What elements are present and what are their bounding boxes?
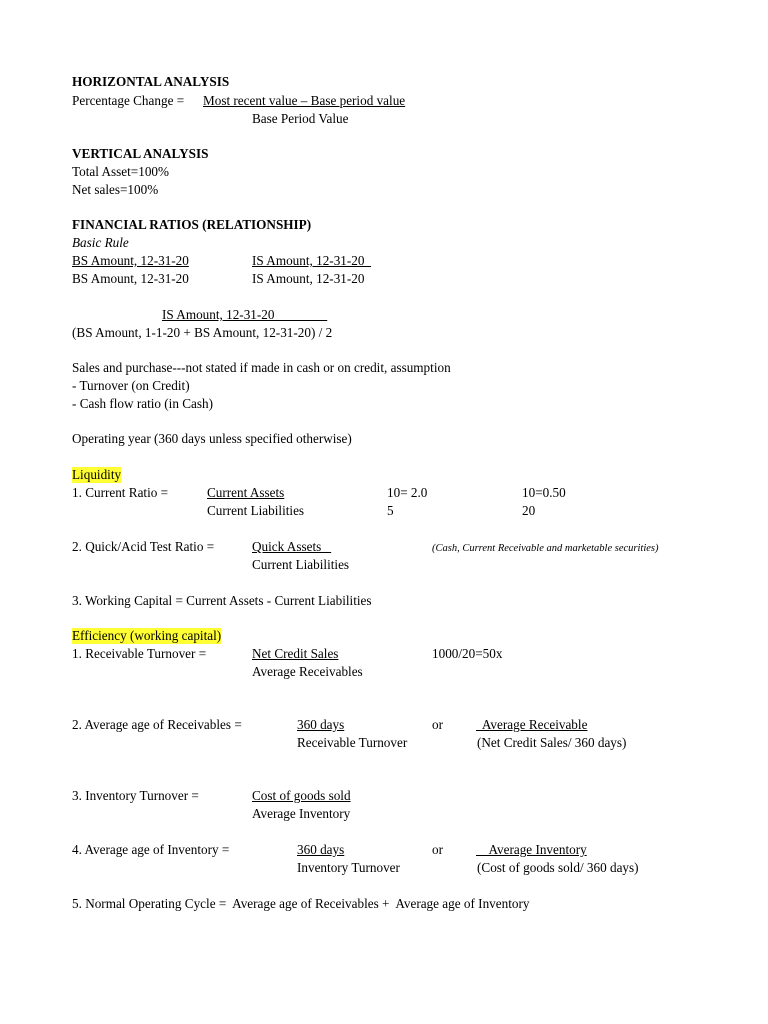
basic-rule-is-numerator: IS Amount, 12-31-20	[252, 253, 372, 268]
sales-purchase-note: Sales and purchase---not stated if made in cash or on credit, assumption	[72, 360, 451, 375]
basic-rule-label: Basic Rule	[72, 235, 129, 250]
current-ratio-denominator: Current Liabilities	[207, 503, 305, 518]
receivable-turnover-denominator: Average Receivables	[252, 664, 363, 679]
net-sales-line: Net sales=100%	[72, 182, 159, 197]
receivable-turnover-label: 1. Receivable Turnover =	[72, 646, 207, 661]
average-formula-numerator: IS Amount, 12-31-20	[162, 307, 328, 322]
average-age-receivables-numerator: 360 days	[297, 717, 345, 732]
average-age-receivables-alt-numerator: Average Receivable	[476, 717, 588, 732]
efficiency-heading: Efficiency (working capital)	[72, 628, 222, 643]
average-formula-denominator: (BS Amount, 1-1-20 + BS Amount, 12-31-20) / 2	[72, 325, 333, 340]
quick-ratio-numerator: Quick Assets	[252, 539, 332, 554]
horizontal-analysis-heading: HORIZONTAL ANALYSIS	[72, 74, 230, 89]
liquidity-heading: Liquidity	[72, 467, 122, 482]
average-age-inventory-alt-denominator: (Cost of goods sold/ 360 days)	[477, 860, 639, 875]
current-ratio-example-1-bottom: 5	[387, 503, 394, 518]
average-age-receivables-denominator: Receivable Turnover	[297, 735, 408, 750]
current-ratio-numerator: Current Assets	[207, 485, 285, 500]
current-ratio-example-1-top: 10= 2.0	[387, 485, 428, 500]
current-ratio-example-2-bottom: 20	[522, 503, 536, 518]
vertical-analysis-heading: VERTICAL ANALYSIS	[72, 146, 209, 161]
average-age-inventory-denominator: Inventory Turnover	[297, 860, 400, 875]
working-capital-line: 3. Working Capital = Current Assets - Current Liabilities	[72, 593, 372, 608]
quick-assets-note: (Cash, Current Receivable and marketable securities)	[432, 543, 659, 554]
cash-flow-note: - Cash flow ratio (in Cash)	[72, 396, 214, 411]
average-age-receivables-alt-denominator: (Net Credit Sales/ 360 days)	[477, 735, 627, 750]
percentage-change-label: Percentage Change =	[72, 93, 188, 108]
quick-ratio-label: 2. Quick/Acid Test Ratio =	[72, 539, 215, 554]
inventory-turnover-numerator: Cost of goods sold	[252, 788, 351, 803]
average-age-inventory-or: or	[432, 842, 443, 857]
receivable-turnover-numerator: Net Credit Sales	[252, 646, 339, 661]
current-ratio-label: 1. Current Ratio =	[72, 485, 169, 500]
operating-year-note: Operating year (360 days unless specified otherwise)	[72, 431, 352, 446]
receivable-turnover-example: 1000/20=50x	[432, 646, 503, 661]
basic-rule-bs-numerator: BS Amount, 12-31-20	[72, 253, 189, 268]
average-age-inventory-label: 4. Average age of Inventory =	[72, 842, 230, 857]
basic-rule-is-denominator: IS Amount, 12-31-20	[252, 271, 365, 286]
total-asset-line: Total Asset=100%	[72, 164, 169, 179]
current-ratio-example-2-top: 10=0.50	[522, 485, 566, 500]
quick-ratio-denominator: Current Liabilities	[252, 557, 350, 572]
average-age-receivables-label: 2. Average age of Receivables =	[72, 717, 242, 732]
percentage-change-numerator: Most recent value – Base period value	[203, 93, 406, 108]
inventory-turnover-denominator: Average Inventory	[252, 806, 351, 821]
basic-rule-bs-denominator: BS Amount, 12-31-20	[72, 271, 189, 286]
percentage-change-denominator: Base Period Value	[252, 111, 349, 126]
average-age-inventory-alt-numerator: Average Inventory	[476, 842, 587, 857]
average-age-inventory-numerator: 360 days	[297, 842, 345, 857]
normal-operating-cycle-line: 5. Normal Operating Cycle = Average age of Receivables + Average age of Inventory	[72, 896, 530, 911]
financial-ratios-heading: FINANCIAL RATIOS (RELATIONSHIP)	[72, 217, 312, 232]
inventory-turnover-label: 3. Inventory Turnover =	[72, 788, 199, 803]
average-age-receivables-or: or	[432, 717, 443, 732]
turnover-note: - Turnover (on Credit)	[72, 378, 190, 393]
